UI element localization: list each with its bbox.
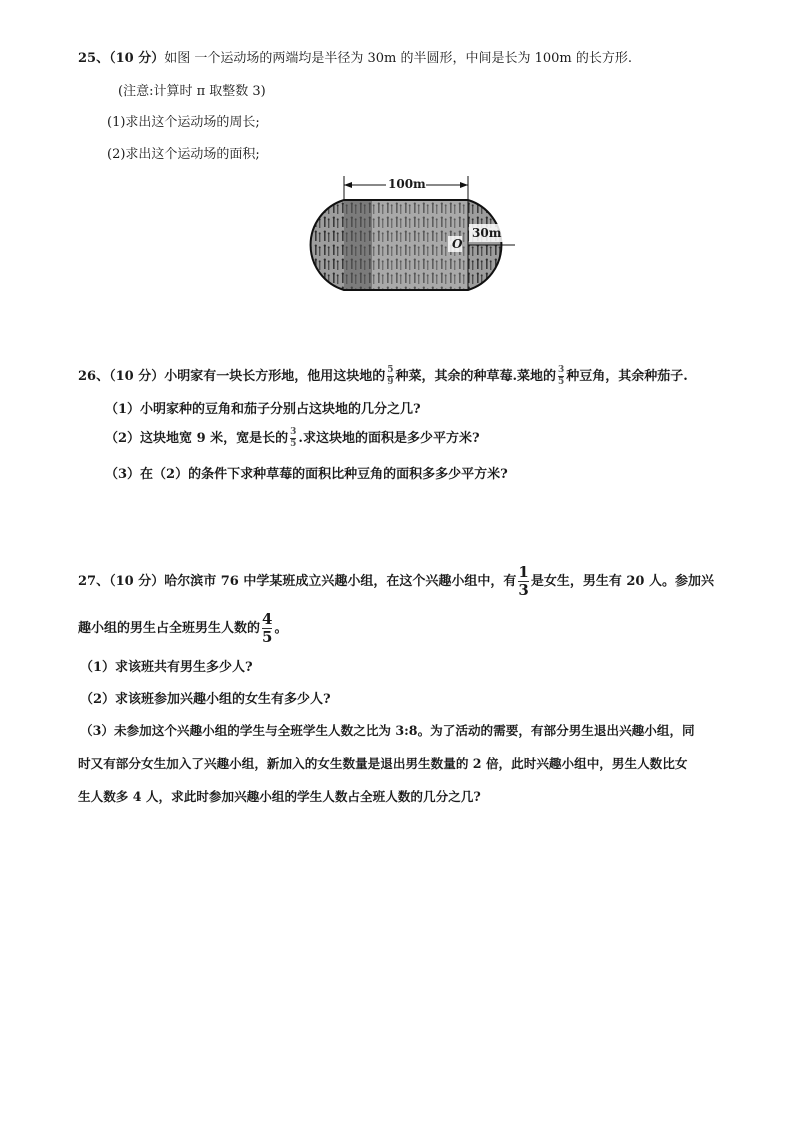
- q26-fraction-1: [387, 366, 393, 387]
- q27-stem-c: 趣小组的男生占全班男生人数的: [78, 621, 261, 636]
- q26-sub2-a: （2）这块地宽 9 米，宽是长的: [105, 431, 289, 446]
- q25-number: 25、: [78, 51, 110, 66]
- q27-stem-a: 哈尔滨市 76 中学某班成立兴趣小组，在这个兴趣小组中，有: [164, 574, 517, 589]
- q26-stem-c: 种豆角，其余种茄子.: [566, 369, 688, 384]
- q26-sub1: （1）小明家种的豆角和茄子分别占这块地的几分之几?: [105, 402, 421, 417]
- q26-fraction-1-numerator: 5: [387, 365, 394, 375]
- q25-stem: 如图 一个运动场的两端均是半径为 30m 的半圆形，中间是长为 100m 的长方形.: [164, 51, 633, 66]
- q27-fraction-2: [262, 612, 272, 645]
- q26-sub2: [105, 427, 480, 449]
- q25-sub2: (2)求出这个运动场的面积;: [107, 147, 260, 162]
- q26-stem-b: 种菜，其余的种草莓.菜地的: [395, 369, 557, 384]
- q27-fraction-1-numerator: 1: [518, 563, 529, 581]
- q27-line-2: [78, 612, 287, 645]
- q27-line-1: [78, 565, 714, 598]
- q26-fraction-1-denominator: 9: [387, 377, 394, 387]
- q27-stem-b: 是女生，男生有 20 人。参加兴: [530, 574, 714, 589]
- q26-sub3: （3）在（2）的条件下求种草莓的面积比种豆角的面积多多少平方米?: [105, 467, 508, 482]
- q26-stem-a: 小明家有一块长方形地，他用这块地的: [164, 369, 386, 384]
- q27-fraction-2-denominator: 5: [262, 628, 273, 646]
- q27-number: 27、: [78, 574, 110, 589]
- q25-points: （10 分）: [109, 51, 165, 66]
- q27-sub2: （2）求该班参加兴趣小组的女生有多少人?: [80, 692, 331, 707]
- q26-fraction-3-numerator: 3: [290, 427, 297, 437]
- q26-number: 26、: [78, 369, 110, 384]
- q25-line-1: [78, 47, 632, 66]
- q27-fraction-1: [518, 565, 528, 598]
- q27-fraction-2-numerator: 4: [262, 610, 273, 628]
- q26-fraction-3-denominator: 5: [290, 439, 297, 449]
- q26-fraction-2-numerator: 3: [558, 365, 565, 375]
- q27-sub3-line-2: 时又有部分女生加入了兴趣小组，新加入的女生数量是退出男生数量的 2 倍，此时兴趣小组中，男生人数比女: [78, 756, 688, 771]
- stadium-figure: [296, 174, 522, 294]
- q27-sub1: （1）求该班共有男生多少人?: [80, 660, 253, 675]
- q27-sub3-line-1: （3）未参加这个兴趣小组的学生与全班学生人数之比为 3:8。为了活动的需要，有部分男生退出兴趣小组，同: [80, 723, 695, 738]
- q26-points: （10 分）: [109, 369, 165, 384]
- q27-sub3-line-3: 生人数多 4 人，求此时参加兴趣小组的学生人数占全班人数的几分之几?: [78, 789, 481, 804]
- length-label: 100m: [388, 177, 426, 191]
- q26-fraction-3: [290, 428, 296, 449]
- q26-fraction-2: [558, 366, 564, 387]
- q26-sub2-b: .求这块地的面积是多少平方米?: [298, 431, 480, 446]
- q26-fraction-2-denominator: 5: [558, 377, 565, 387]
- q27-stem-d: 。: [274, 621, 288, 636]
- q26-line-1: [78, 365, 688, 387]
- q25-sub1: (1)求出这个运动场的周长;: [107, 115, 260, 130]
- radius-label: 30m: [472, 226, 502, 240]
- q25-note: (注意:计算时 π 取整数 3): [118, 84, 266, 99]
- center-label: O: [452, 237, 463, 251]
- q27-points: （10 分）: [109, 574, 165, 589]
- q27-fraction-1-denominator: 3: [518, 581, 529, 599]
